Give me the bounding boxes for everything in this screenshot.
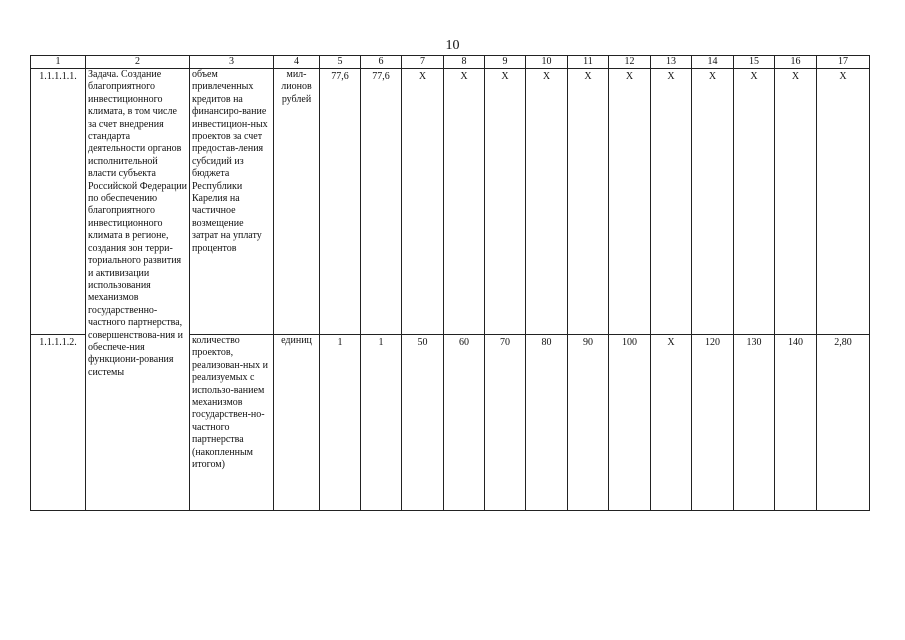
header-cell: 5 [320, 56, 361, 69]
header-cell: 8 [444, 56, 485, 69]
header-cell: 9 [485, 56, 526, 69]
indicators-table [30, 55, 870, 511]
value-cell: Х [609, 69, 651, 335]
header-cell: 11 [568, 56, 609, 69]
value-cell: 130 [734, 335, 775, 511]
unit-cell: единиц [274, 335, 320, 511]
header-cell: 3 [190, 56, 274, 69]
value-cell: 100 [609, 335, 651, 511]
value-cell: Х [444, 69, 485, 335]
value-cell: Х [817, 69, 870, 335]
value-cell: Х [402, 69, 444, 335]
header-cell: 17 [817, 56, 870, 69]
row-code: 1.1.1.1.2. [31, 335, 86, 511]
header-cell: 16 [775, 56, 817, 69]
header-cell: 14 [692, 56, 734, 69]
value-cell: Х [692, 69, 734, 335]
header-cell: 1 [31, 56, 86, 69]
value-cell: Х [775, 69, 817, 335]
value-cell: 140 [775, 335, 817, 511]
table-row [31, 69, 870, 335]
value-cell: Х [485, 69, 526, 335]
header-cell: 13 [651, 56, 692, 69]
header-cell: 2 [86, 56, 190, 69]
indicator-cell: объем привлеченных кредитов на финансиро-вание инвестицион-ных проектов за счет предостав-ления субсидий из бюджета Республики Карелия на частичное возмещение затрат на уплату процентов [190, 69, 274, 335]
value-cell: 90 [568, 335, 609, 511]
value-cell: 77,6 [320, 69, 361, 335]
value-cell: 77,6 [361, 69, 402, 335]
value-cell: 120 [692, 335, 734, 511]
value-cell: 60 [444, 335, 485, 511]
value-cell: Х [651, 69, 692, 335]
task-cell: Задача. Создание благоприятного инвестиционного климата, в том числе за счет внедрения стандарта деятельности органов исполнительной власти субъекта Российской Федерации по обеспечению благоприятного инвестиционного климата в регионе, создания зон терри-ториального развития и активизации использования механизмов государственно-частного партнерства, совершенствова-ния и обеспече-ния функциони-рования системы [86, 69, 190, 511]
header-cell: 6 [361, 56, 402, 69]
value-cell: Х [734, 69, 775, 335]
value-cell: 80 [526, 335, 568, 511]
value-cell: 2,80 [817, 335, 870, 511]
header-cell: 10 [526, 56, 568, 69]
page-number: 10 [445, 38, 460, 53]
header-cell: 4 [274, 56, 320, 69]
unit-cell: мил-лионов рублей [274, 69, 320, 335]
value-cell: Х [568, 69, 609, 335]
indicator-cell: количество проектов, реализован-ных и реализуемых с использо-ванием механизмов государствен-но-частного партнерства (накопленным итогом) [190, 335, 274, 511]
header-cell: 7 [402, 56, 444, 69]
header-cell: 15 [734, 56, 775, 69]
header-row [31, 56, 870, 69]
value-cell: 70 [485, 335, 526, 511]
row-code: 1.1.1.1.1. [31, 69, 86, 335]
value-cell: Х [651, 335, 692, 511]
value-cell: 50 [402, 335, 444, 511]
value-cell: 1 [320, 335, 361, 511]
value-cell: Х [526, 69, 568, 335]
value-cell: 1 [361, 335, 402, 511]
header-cell: 12 [609, 56, 651, 69]
